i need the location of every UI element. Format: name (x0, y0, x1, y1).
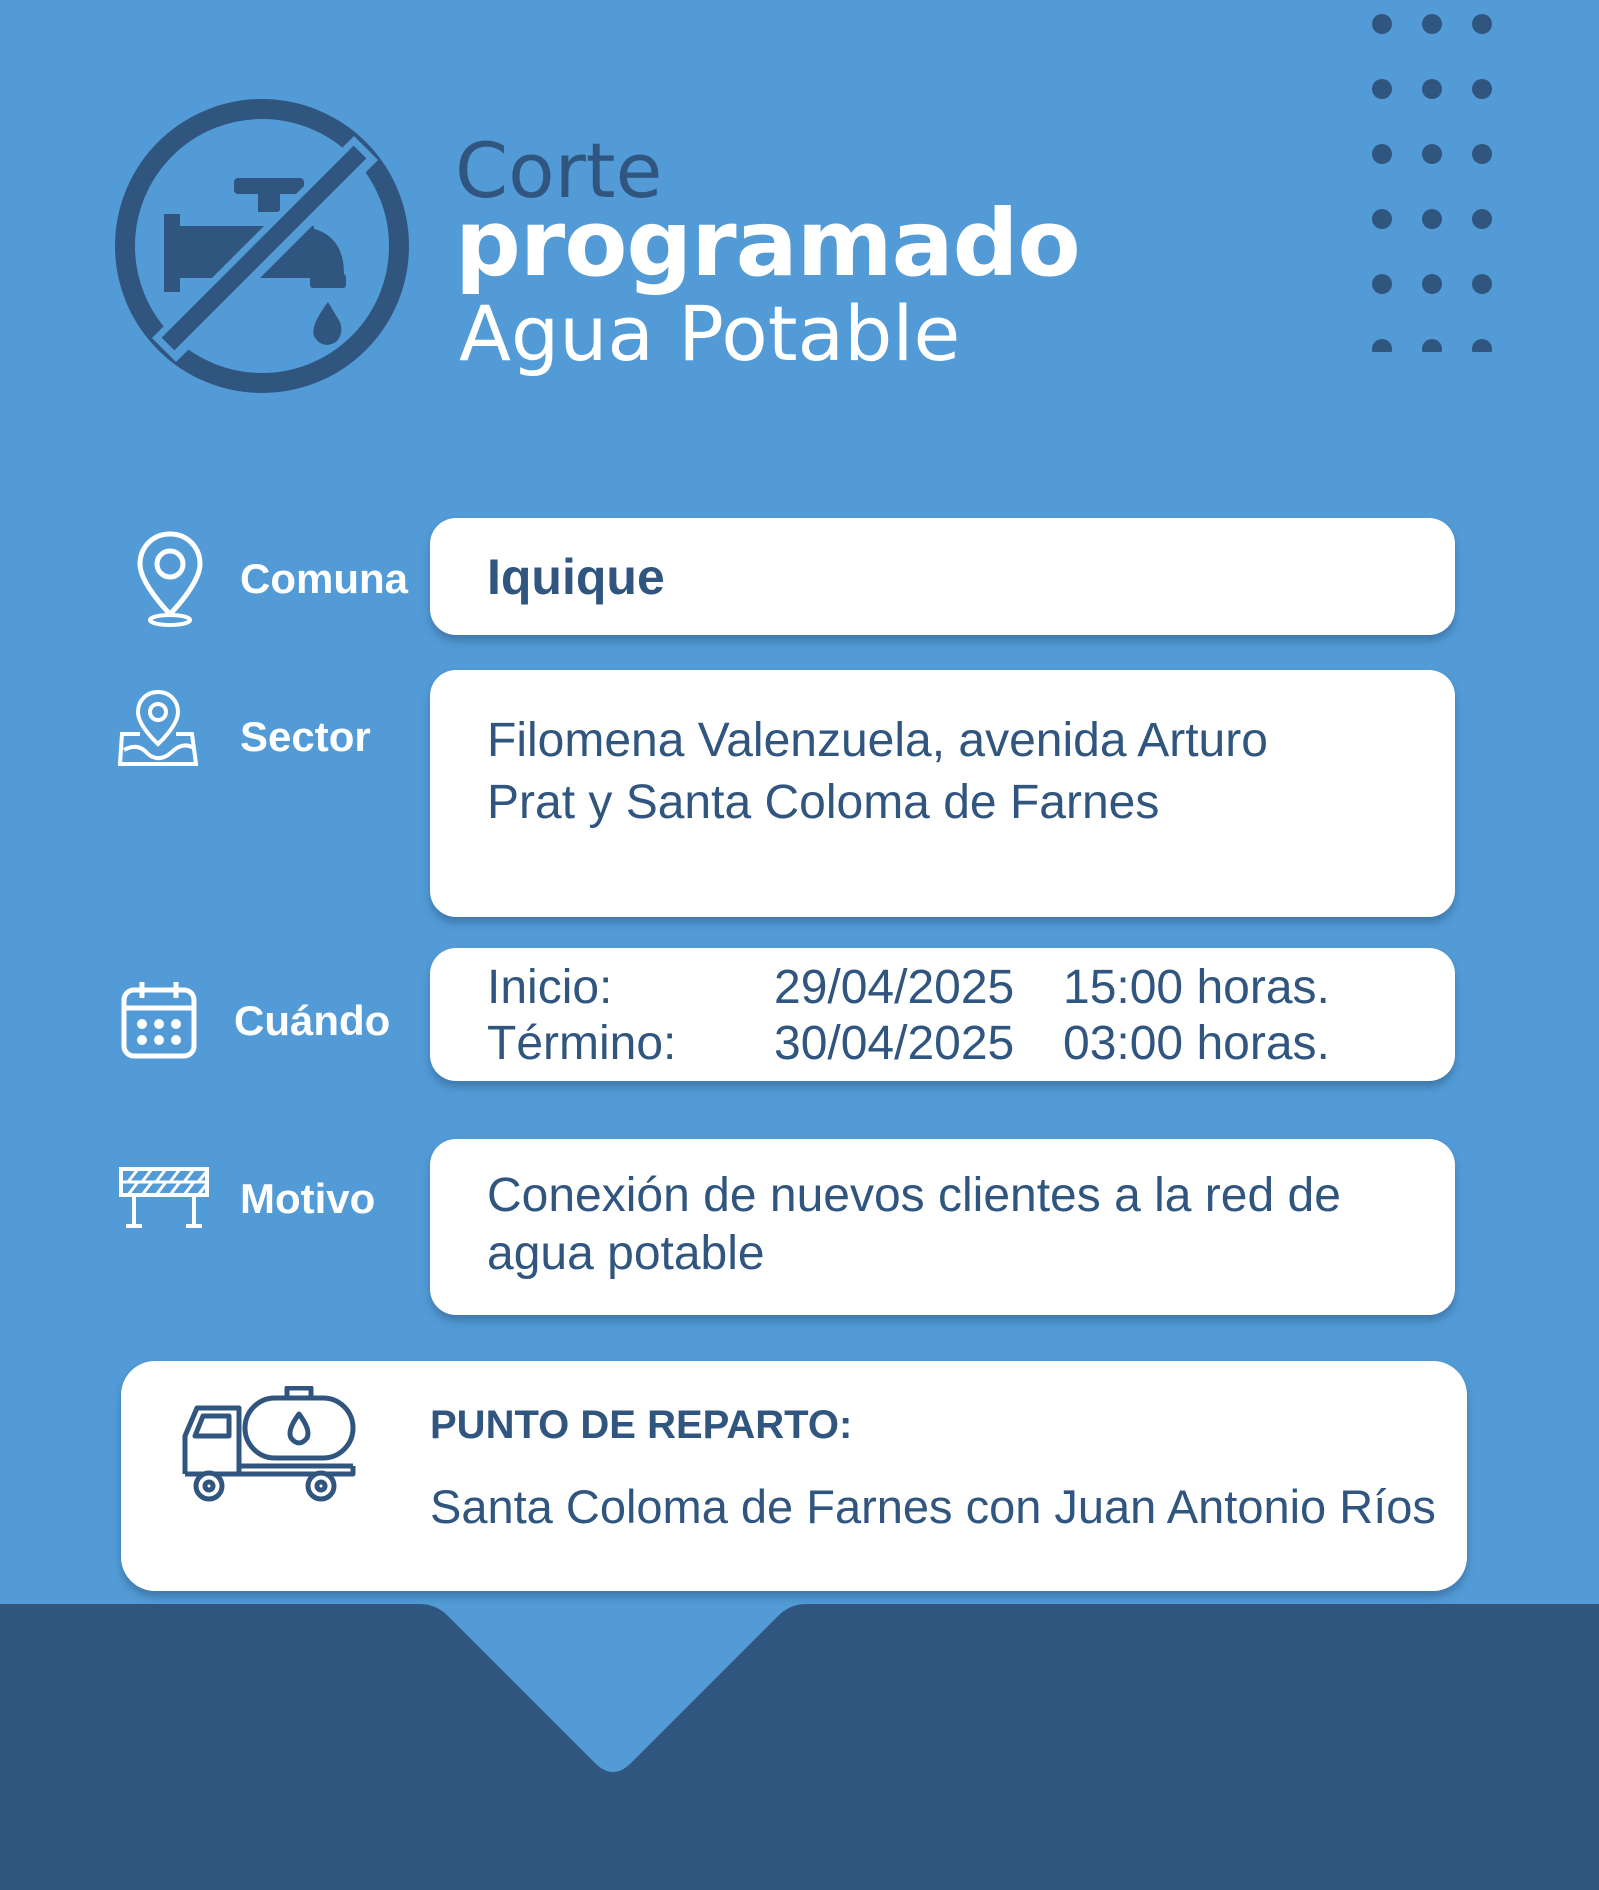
map-pin-icon (118, 688, 198, 768)
title-corte: Corte (455, 126, 663, 215)
comuna-value: Iquique (487, 549, 665, 605)
cuando-label: Cuándo (234, 997, 391, 1044)
location-pin-icon (132, 528, 208, 628)
calendar-icon (120, 980, 198, 1060)
termino-time: 03:00 horas. (1063, 1017, 1330, 1070)
title-programado: programado (455, 190, 1080, 297)
inicio-time: 15:00 horas. (1063, 961, 1330, 1014)
delivery-location: Santa Coloma de Farnes con Juan Antonio Ríos (430, 1480, 1436, 1533)
sector-label: Sector (240, 713, 371, 760)
comuna-card (430, 518, 1455, 635)
termino-label: Término: (487, 1017, 677, 1070)
sector-value-line2: Prat y Santa Coloma de Farnes (487, 776, 1160, 829)
water-truck-icon (181, 1386, 361, 1506)
delivery-title: PUNTO DE REPARTO: (430, 1403, 853, 1447)
decorative-dots (1362, 12, 1512, 352)
motivo-value-line1: Conexión de nuevos clientes a la red de (487, 1169, 1341, 1222)
motivo-value-line2: agua potable (487, 1227, 765, 1280)
sector-card (430, 670, 1455, 917)
delivery-card (121, 1361, 1467, 1591)
termino-date: 30/04/2025 (774, 1017, 1015, 1070)
no-water-tap-icon (112, 96, 412, 396)
sector-value-line1: Filomena Valenzuela, avenida Arturo (487, 714, 1268, 767)
inicio-date: 29/04/2025 (774, 961, 1015, 1014)
motivo-card (430, 1139, 1455, 1315)
comuna-label: Comuna (240, 555, 408, 602)
motivo-label: Motivo (240, 1175, 376, 1222)
bottom-band (0, 1604, 1599, 1890)
road-barrier-icon (118, 1166, 210, 1230)
title-agua-potable: Agua Potable (459, 289, 961, 378)
cuando-card (430, 948, 1455, 1081)
inicio-label: Inicio: (487, 961, 613, 1014)
